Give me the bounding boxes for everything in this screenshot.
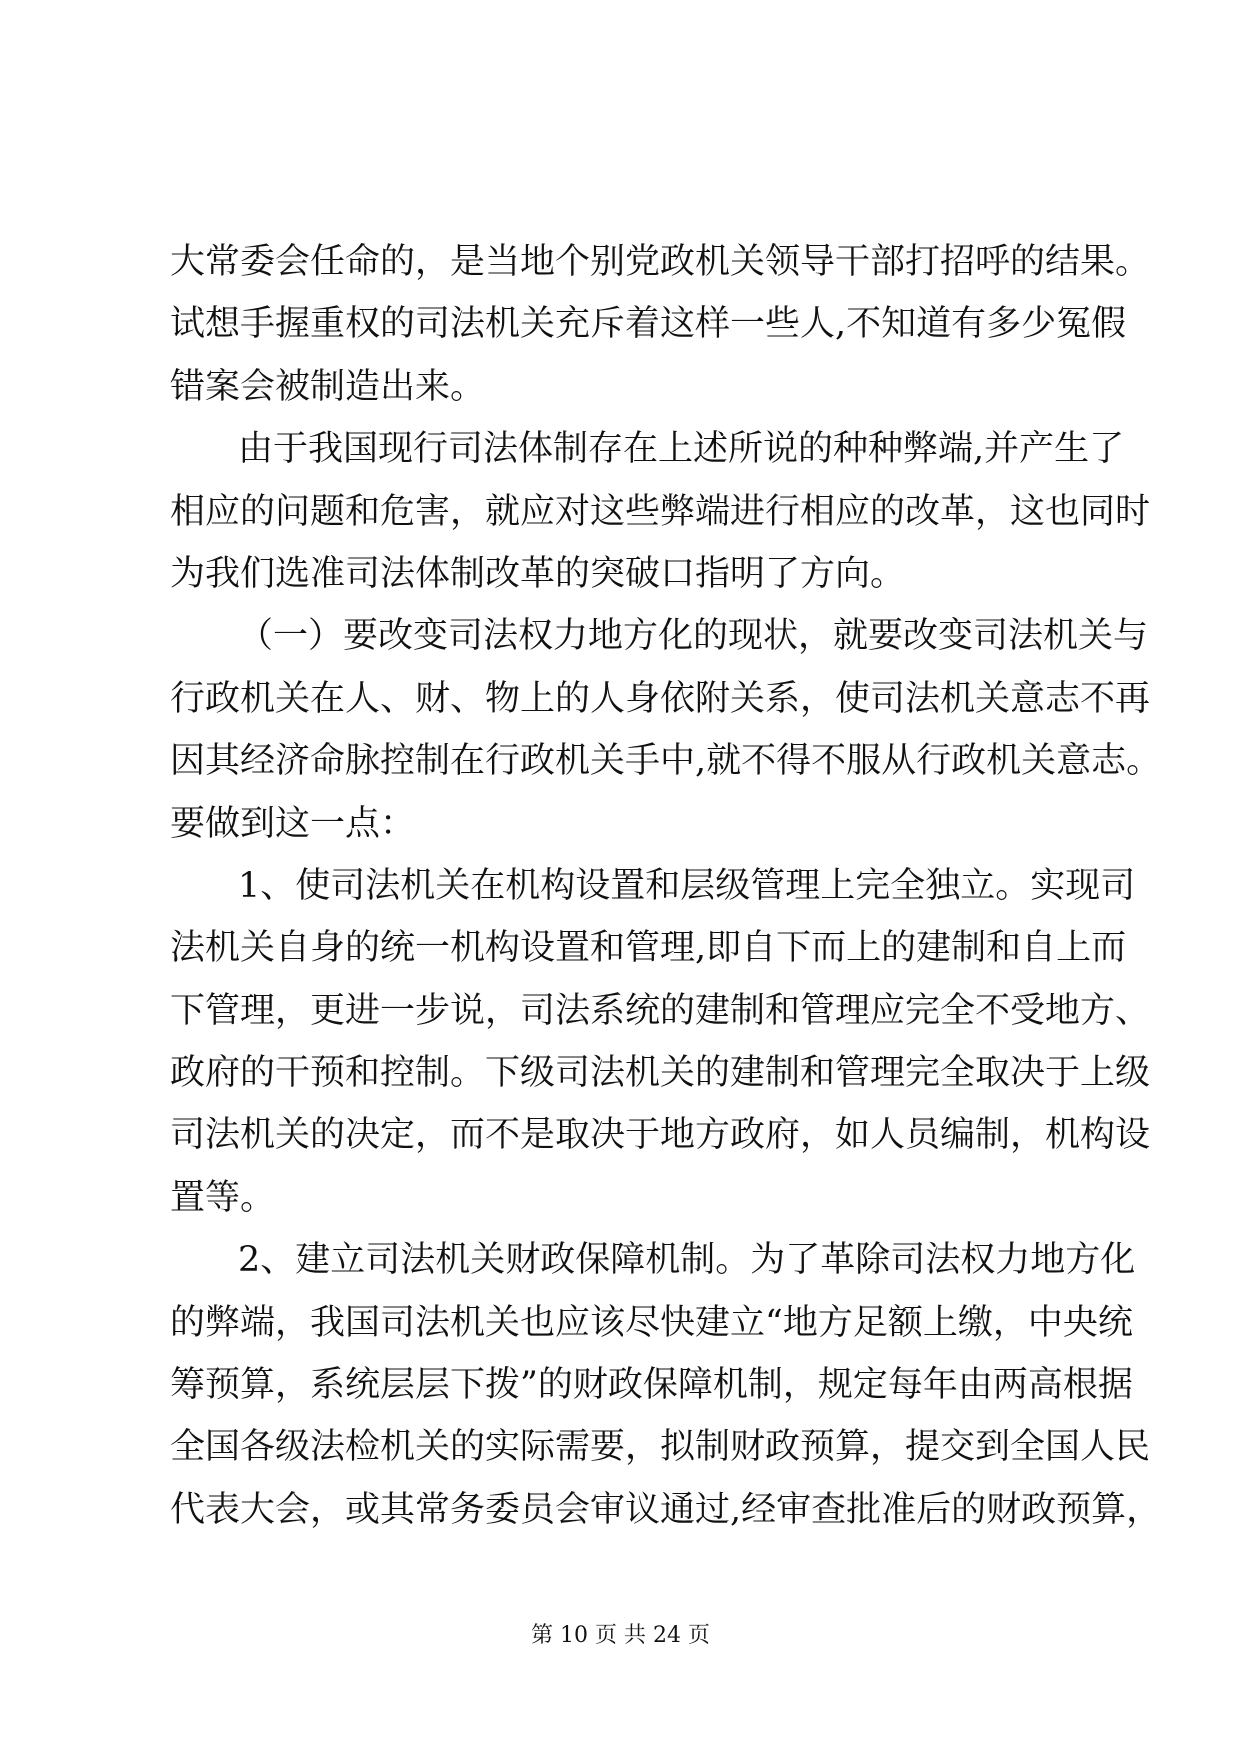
text-line: （一）要改变司法权力地方化的现状，就要改变司法机关与	[238, 616, 1149, 657]
text-line: 司法机关的决定，而不是取决于地方政府，如人员编制，机构设	[170, 1115, 1151, 1156]
page-number-footer: 第 10 页 共 24 页	[531, 1623, 710, 1648]
text-line: 下管理，更进一步说，司法系统的建制和管理应完全不受地方、	[170, 990, 1151, 1031]
text-line: 2、建立司法机关财政保障机制。为了革除司法权力地方化	[238, 1240, 1136, 1281]
text-line: 行政机关在人、财、物上的人身依附关系，使司法机关意志不再	[170, 678, 1151, 719]
text-line: 要做到这一点：	[170, 803, 416, 844]
text-line: 由于我国现行司法体制存在上述所说的种种弊端,并产生了	[238, 429, 1125, 470]
text-line: 筹预算，系统层层下拨”的财政保障机制，规定每年由两高根据	[170, 1365, 1133, 1406]
text-line: 政府的干预和控制。下级司法机关的建制和管理完全取决于上级	[170, 1053, 1151, 1094]
text-line: 为我们选准司法体制改革的突破口指明了方向。	[170, 553, 906, 594]
text-line: 置等。	[170, 1177, 276, 1218]
text-line: 试想手握重权的司法机关充斥着这样一些人,不知道有多少冤假	[170, 304, 1127, 345]
text-line: 大常委会任命的，是当地个别党政机关领导干部打招呼的结果。	[170, 242, 1151, 282]
text-line: 全国各级法检机关的实际需要，拟制财政预算，提交到全国人民	[170, 1427, 1151, 1468]
text-line: 代表大会，或其常务委员会审议通过,经审查批准后的财政预算，	[170, 1489, 1162, 1530]
text-line: 法机关自身的统一机构设置和管理,即自下而上的建制和自上而	[170, 928, 1127, 969]
document-body	[170, 231, 1162, 1541]
text-line: 错案会被制造出来。	[170, 366, 486, 407]
text-line: 相应的问题和危害，就应对这些弊端进行相应的改革，这也同时	[170, 491, 1151, 532]
text-line: 的弊端，我国司法机关也应该尽快建立“地方足额上缴，中央统	[170, 1302, 1133, 1343]
text-line: 因其经济命脉控制在行政机关手中,就不得不服从行政机关意志。	[170, 741, 1162, 782]
text-line: 1、使司法机关在机构设置和层级管理上完全独立。实现司	[238, 865, 1136, 906]
